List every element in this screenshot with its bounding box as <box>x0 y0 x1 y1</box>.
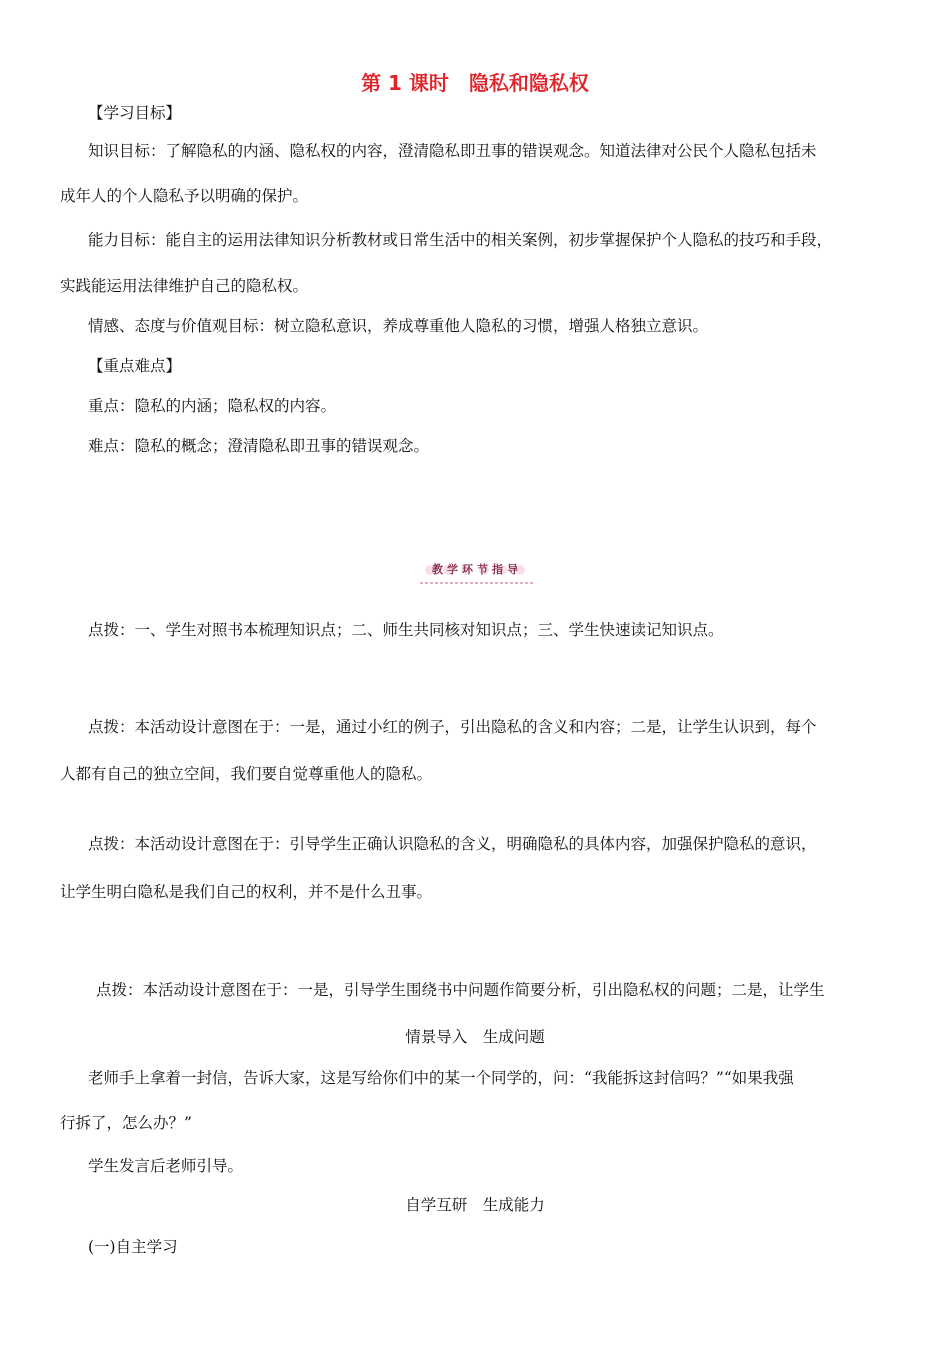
tip-1: 点拨：一、学生对照书本梳理知识点；二、师生共同核对知识点；三、学生快速读记知识点。 <box>88 621 724 639</box>
tip-3-line2: 让学生明白隐私是我们自己的权利，并不是什么丑事。 <box>60 883 433 901</box>
tip-4: 点拨：本活动设计意图在于：一是，引导学生围绕书中问题作简要分析，引出隐私权的问题；二是，让学生 <box>96 981 825 999</box>
banner-text: 教学环节指导 <box>432 563 522 576</box>
tip-3-line1: 点拨：本活动设计意图在于：引导学生正确认识隐私的含义，明确隐私的具体内容，加强保护隐私的意识， <box>88 835 817 853</box>
emotion-objective: 情感、态度与价值观目标：树立隐私意识，养成尊重他人隐私的习惯，增强人格独立意识。 <box>88 317 709 335</box>
tip-2-line1: 点拨：本活动设计意图在于：一是，通过小红的例子，引出隐私的含义和内容；二是，让学生认识到，每个 <box>88 718 817 736</box>
keypoints-heading: 【重点难点】 <box>88 357 182 375</box>
scenario-para-line1: 老师手上拿着一封信，告诉大家，这是写给你们中的某一个同学的，问：“我能拆这封信吗？”“如果我强 <box>88 1069 794 1087</box>
ability-objective-line2: 实践能运用法律维护自己的隐私权。 <box>60 277 309 295</box>
knowledge-objective-line2: 成年人的个人隐私予以明确的保护。 <box>60 187 309 205</box>
ability-objective-line1: 能力目标：能自主的运用法律知识分析教材或日常生活中的相关案例，初步掌握保护个人隐私的技巧和手段， <box>88 231 833 249</box>
section-heading-scenario: 情景导入 生成问题 <box>405 1028 545 1046</box>
section-heading-selfstudy: 自学互研 生成能力 <box>405 1196 545 1214</box>
subsection-autonomous-learning: (一)自主学习 <box>88 1238 178 1256</box>
page-title: 第 1 课时 隐私和隐私权 <box>361 71 589 95</box>
knowledge-objective-line1: 知识目标：了解隐私的内涵、隐私权的内容，澄清隐私即丑事的错误观念。知道法律对公民个人隐私包括未 <box>88 142 817 160</box>
objectives-heading: 【学习目标】 <box>88 104 182 122</box>
key-point: 重点：隐私的内涵；隐私权的内容。 <box>88 397 337 415</box>
scenario-para2: 学生发言后老师引导。 <box>88 1157 244 1175</box>
teaching-guide-banner <box>418 560 536 586</box>
difficult-point: 难点：隐私的概念；澄清隐私即丑事的错误观念。 <box>88 437 430 455</box>
tip-2-line2: 人都有自己的独立空间，我们要自觉尊重他人的隐私。 <box>60 765 433 783</box>
scenario-para-line2: 行拆了，怎么办？” <box>60 1114 192 1132</box>
